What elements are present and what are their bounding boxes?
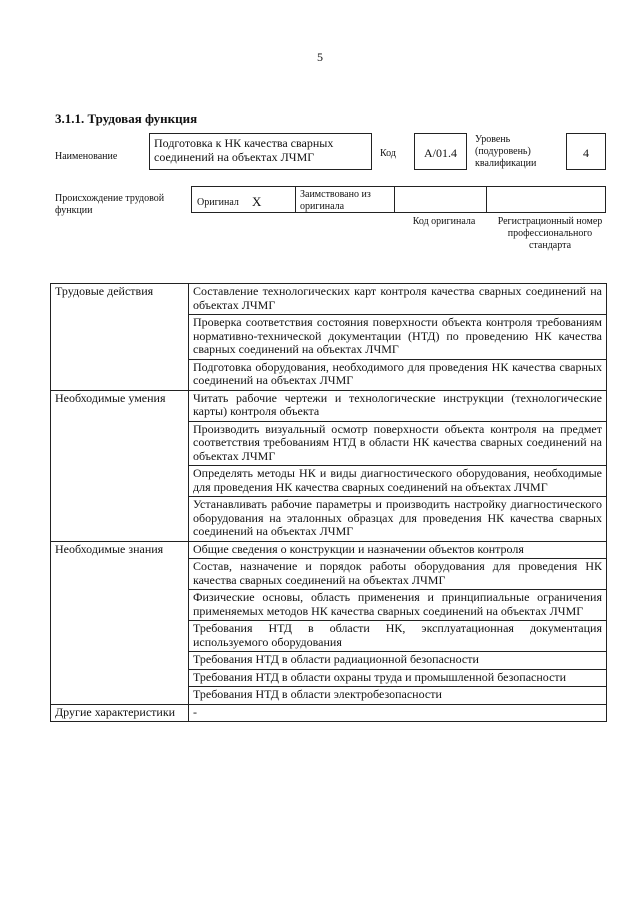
table-cell: Составление технологических карт контроля качества сварных соединений на объектах ЛЧМГ — [189, 284, 607, 315]
category-skills: Необходимые умения — [51, 390, 189, 541]
level-value-box — [566, 133, 606, 170]
borrowed-label: Заимствовано из оригинала — [300, 189, 371, 212]
level-label: Уровень (подуровень) квалификации — [475, 134, 537, 169]
table-cell: Требования НТД в области НК, эксплуатационная документация используемого оборудования — [189, 621, 607, 652]
category-other: Другие характеристики — [51, 704, 189, 722]
table-cell: Требования НТД в области охраны труда и промышленной безопасности — [189, 669, 607, 687]
code-original-label: Код оригинала — [412, 216, 476, 227]
category-knowledge: Необходимые знания — [51, 541, 189, 704]
table-cell: Устанавливать рабочие параметры и производить настройку диагностического оборудования на эталонных образцах для проведения НК качества сварных соединений на объектах ЛЧМГ — [189, 497, 607, 542]
name-value-box — [149, 133, 372, 170]
name-label: Наименование — [55, 151, 118, 162]
section-title: 3.1.1. Трудовая функция — [55, 111, 198, 126]
page-number: 5 — [317, 50, 323, 64]
original-mark: X — [252, 194, 262, 209]
table-cell: Проверка соответствия состояния поверхности объекта контроля требованиям нормативно-технической документации (НТД) по проведению НК качества сварных соединений на объектах ЛЧМГ — [189, 315, 607, 360]
table-cell: Подготовка оборудования, необходимого для проведения НК качества сварных соединений на объектах ЛЧМГ — [189, 359, 607, 390]
table-cell: Читать рабочие чертежи и технологические инструкции (технологические карты) контроля объекта — [189, 390, 607, 421]
origin-table — [191, 186, 606, 213]
table-cell: Производить визуальный осмотр поверхности объекта контроля на предмет соответствия требованиям НТД в области НК качества сварных соединений на объектах ЛЧМГ — [189, 421, 607, 466]
category-labor-actions: Трудовые действия — [51, 284, 189, 391]
origin-label: Происхождение трудовой функции — [55, 193, 165, 216]
name-value: Подготовка к НК качества сварных соединений на объектах ЛЧМГ — [154, 136, 334, 164]
level-value: 4 — [583, 146, 589, 160]
table-cell: - — [189, 704, 607, 722]
table-cell: Физические основы, область применения и принципиальные ограничения применяемых методов НК качества сварных соединений на объектах ЛЧМГ — [189, 590, 607, 621]
code-value: А/01.4 — [424, 146, 457, 160]
table-cell: Общие сведения о конструкции и назначении объектов контроля — [189, 541, 607, 559]
table-cell: Требования НТД в области электробезопасности — [189, 687, 607, 705]
table-cell: Состав, назначение и порядок работы оборудования для проведения НК качества сварных соединений на объектах ЛЧМГ — [189, 559, 607, 590]
table-cell: Определять методы НК и виды диагностического оборудования, необходимые для проведения НК качества сварных соединений на объектах ЛЧМГ — [189, 466, 607, 497]
code-label: Код — [380, 148, 396, 159]
code-value-box — [414, 133, 467, 170]
original-label: Оригинал — [197, 197, 239, 208]
table-cell: Требования НТД в области радиационной безопасности — [189, 652, 607, 670]
reg-number-label: Регистрационный номер профессионального стандарта — [497, 216, 603, 251]
main-table — [50, 283, 607, 722]
